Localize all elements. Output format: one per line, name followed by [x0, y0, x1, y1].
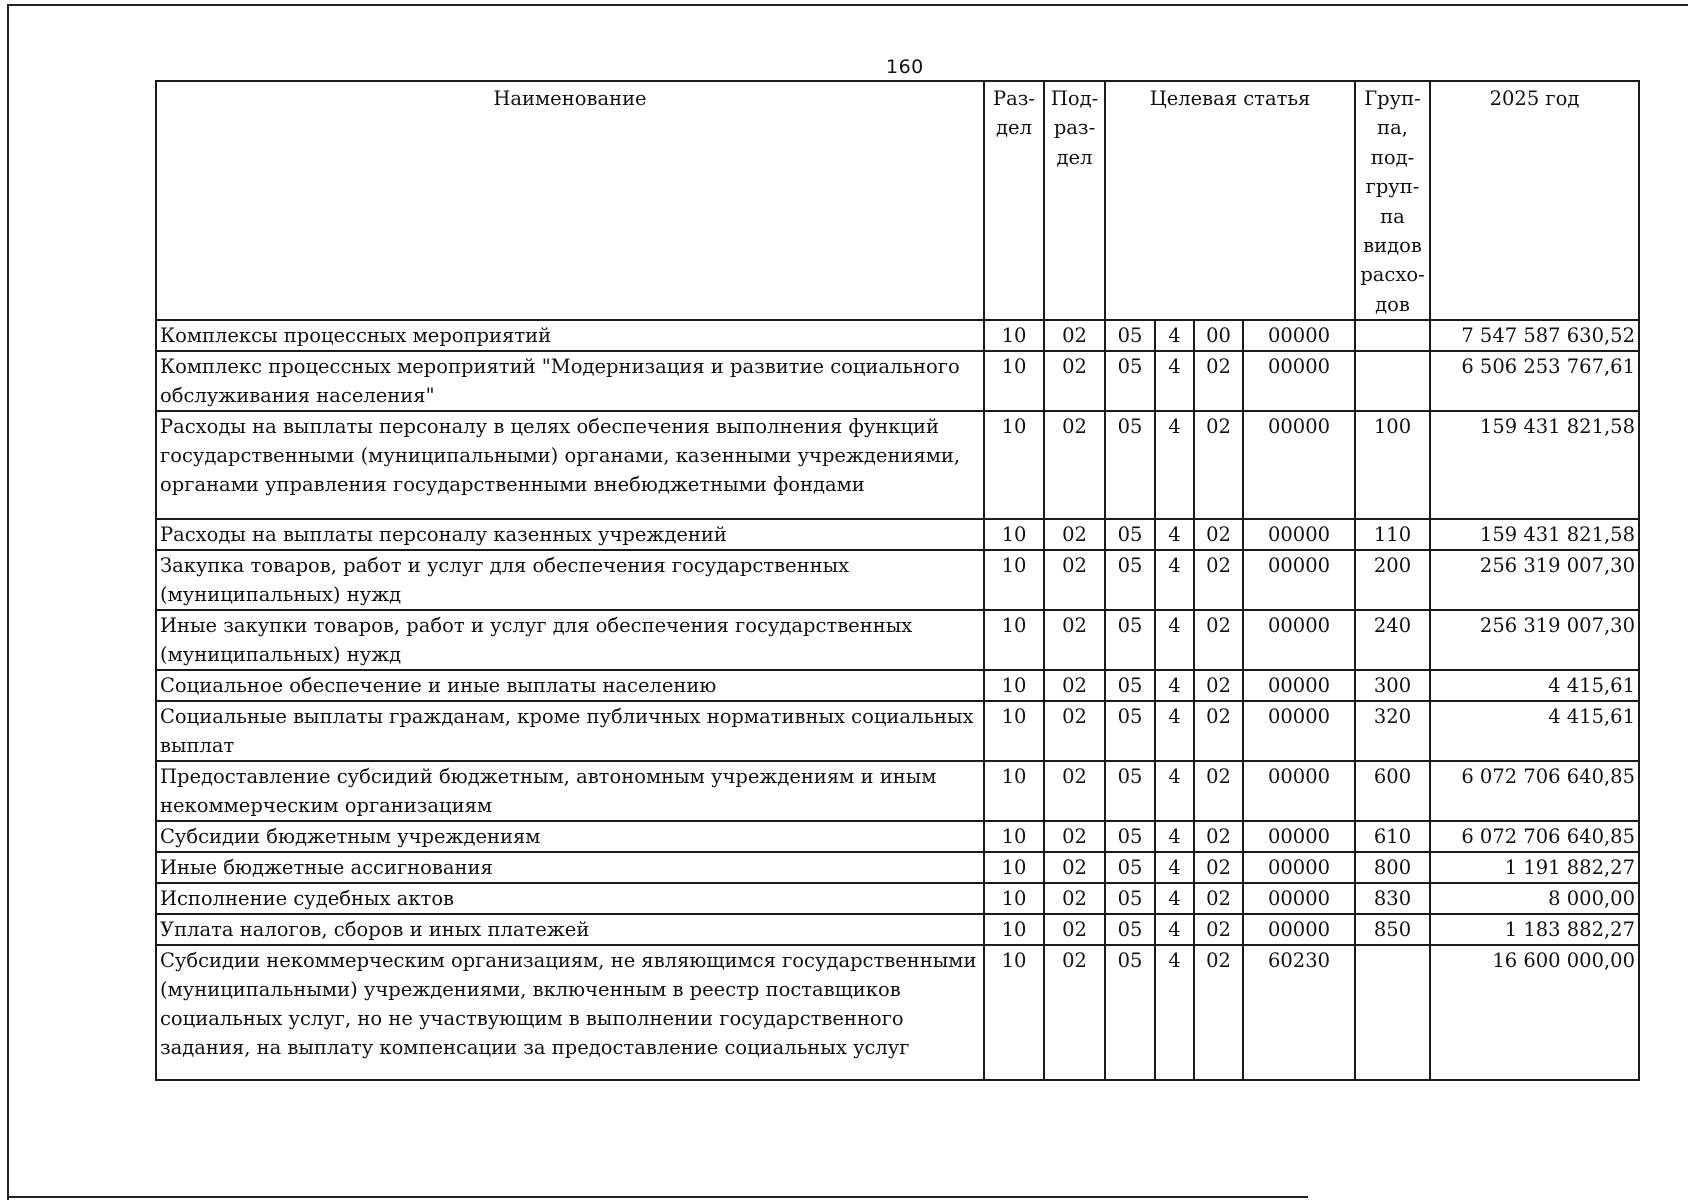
- table-row: [156, 761, 1639, 821]
- budget-table: [155, 80, 1640, 1081]
- row-target-type: 4: [1155, 821, 1194, 852]
- row-target-direction: 00000: [1243, 852, 1355, 883]
- table-row: [156, 550, 1639, 610]
- header-year: 2025 год: [1430, 81, 1639, 320]
- row-target-structure: 02: [1194, 411, 1243, 519]
- scan-border-left: [7, 4, 9, 1200]
- row-expense-group: 830: [1355, 883, 1430, 914]
- row-target-type: 4: [1155, 519, 1194, 550]
- row-subsection: 02: [1044, 914, 1105, 945]
- table-row: [156, 519, 1639, 550]
- row-name: Исполнение судебных актов: [156, 883, 984, 914]
- row-target-program: 05: [1105, 351, 1155, 411]
- row-subsection: 02: [1044, 701, 1105, 761]
- row-name: Уплата налогов, сборов и иных платежей: [156, 914, 984, 945]
- row-target-structure: 02: [1194, 852, 1243, 883]
- row-amount: 7 547 587 630,52: [1430, 320, 1639, 351]
- row-target-type: 4: [1155, 320, 1194, 351]
- row-target-program: 05: [1105, 914, 1155, 945]
- row-section: 10: [984, 610, 1044, 670]
- row-section: 10: [984, 519, 1044, 550]
- header-name: Наименование: [156, 81, 984, 320]
- row-target-program: 05: [1105, 945, 1155, 1080]
- row-expense-group: [1355, 320, 1430, 351]
- table-body: [156, 320, 1639, 1080]
- row-target-direction: 00000: [1243, 320, 1355, 351]
- row-name: Социальные выплаты гражданам, кроме публичных нормативных социальных выплат: [156, 701, 984, 761]
- row-section: 10: [984, 351, 1044, 411]
- row-target-structure: 02: [1194, 945, 1243, 1080]
- row-target-direction: 00000: [1243, 883, 1355, 914]
- row-target-type: 4: [1155, 550, 1194, 610]
- header-expense-group: Груп- па, под- груп- па видов расхо- дов: [1355, 81, 1430, 320]
- row-section: 10: [984, 883, 1044, 914]
- row-target-program: 05: [1105, 883, 1155, 914]
- row-section: 10: [984, 761, 1044, 821]
- row-subsection: 02: [1044, 852, 1105, 883]
- row-target-direction: 00000: [1243, 914, 1355, 945]
- row-target-structure: 02: [1194, 701, 1243, 761]
- row-expense-group: 610: [1355, 821, 1430, 852]
- row-target-direction: 00000: [1243, 701, 1355, 761]
- row-target-type: 4: [1155, 761, 1194, 821]
- row-expense-group: 300: [1355, 670, 1430, 701]
- row-target-direction: 00000: [1243, 670, 1355, 701]
- row-target-structure: 02: [1194, 914, 1243, 945]
- scan-border-top: [8, 4, 1688, 6]
- row-target-type: 4: [1155, 852, 1194, 883]
- row-subsection: 02: [1044, 761, 1105, 821]
- row-target-program: 05: [1105, 670, 1155, 701]
- table-row: [156, 883, 1639, 914]
- table-row: [156, 701, 1639, 761]
- page-number: 160: [886, 56, 924, 78]
- table-row: [156, 945, 1639, 1080]
- row-name: Субсидии некоммерческим организациям, не являющимся государственными (муниципальными) учреждениями, включенным в реестр поставщиков социальных услуг, но не участвующим в выполнении государственного задания, на выплату компенсации за предоставление социальных услуг: [156, 945, 984, 1080]
- row-target-type: 4: [1155, 670, 1194, 701]
- row-name: Предоставление субсидий бюджетным, автономным учреждениям и иным некоммерческим организациям: [156, 761, 984, 821]
- row-expense-group: [1355, 945, 1430, 1080]
- row-target-direction: 60230: [1243, 945, 1355, 1080]
- row-section: 10: [984, 670, 1044, 701]
- row-amount: 159 431 821,58: [1430, 411, 1639, 519]
- row-expense-group: 320: [1355, 701, 1430, 761]
- row-target-direction: 00000: [1243, 821, 1355, 852]
- row-expense-group: 850: [1355, 914, 1430, 945]
- row-name: Закупка товаров, работ и услуг для обеспечения государственных (муниципальных) нужд: [156, 550, 984, 610]
- row-section: 10: [984, 701, 1044, 761]
- row-section: 10: [984, 945, 1044, 1080]
- row-target-direction: 00000: [1243, 761, 1355, 821]
- row-amount: 6 506 253 767,61: [1430, 351, 1639, 411]
- row-amount: 4 415,61: [1430, 670, 1639, 701]
- row-target-structure: 02: [1194, 519, 1243, 550]
- row-amount: 16 600 000,00: [1430, 945, 1639, 1080]
- row-subsection: 02: [1044, 519, 1105, 550]
- row-target-program: 05: [1105, 610, 1155, 670]
- row-target-structure: 02: [1194, 550, 1243, 610]
- row-section: 10: [984, 411, 1044, 519]
- row-target-program: 05: [1105, 701, 1155, 761]
- row-expense-group: 200: [1355, 550, 1430, 610]
- row-target-structure: 02: [1194, 761, 1243, 821]
- row-amount: 1 191 882,27: [1430, 852, 1639, 883]
- table-header-row: [156, 81, 1639, 320]
- row-target-type: 4: [1155, 351, 1194, 411]
- row-amount: 256 319 007,30: [1430, 610, 1639, 670]
- row-amount: 159 431 821,58: [1430, 519, 1639, 550]
- row-section: 10: [984, 320, 1044, 351]
- row-amount: 4 415,61: [1430, 701, 1639, 761]
- row-section: 10: [984, 914, 1044, 945]
- row-name: Комплексы процессных мероприятий: [156, 320, 984, 351]
- table-row: [156, 821, 1639, 852]
- row-subsection: 02: [1044, 670, 1105, 701]
- row-subsection: 02: [1044, 550, 1105, 610]
- row-target-program: 05: [1105, 852, 1155, 883]
- row-amount: 256 319 007,30: [1430, 550, 1639, 610]
- row-target-structure: 02: [1194, 610, 1243, 670]
- row-name: Социальное обеспечение и иные выплаты населению: [156, 670, 984, 701]
- row-target-structure: 02: [1194, 670, 1243, 701]
- row-subsection: 02: [1044, 320, 1105, 351]
- row-target-program: 05: [1105, 411, 1155, 519]
- page-number-container: [210, 56, 1694, 78]
- row-name: Субсидии бюджетным учреждениям: [156, 821, 984, 852]
- row-expense-group: 110: [1355, 519, 1430, 550]
- row-target-type: 4: [1155, 883, 1194, 914]
- row-target-direction: 00000: [1243, 610, 1355, 670]
- row-target-program: 05: [1105, 550, 1155, 610]
- table-row: [156, 914, 1639, 945]
- row-target-direction: 00000: [1243, 411, 1355, 519]
- row-subsection: 02: [1044, 411, 1105, 519]
- row-target-type: 4: [1155, 701, 1194, 761]
- row-target-program: 05: [1105, 519, 1155, 550]
- row-name: Комплекс процессных мероприятий "Модернизация и развитие социального обслуживания населения": [156, 351, 984, 411]
- row-target-type: 4: [1155, 914, 1194, 945]
- row-expense-group: 800: [1355, 852, 1430, 883]
- table-row: [156, 351, 1639, 411]
- row-subsection: 02: [1044, 945, 1105, 1080]
- row-amount: 6 072 706 640,85: [1430, 761, 1639, 821]
- row-expense-group: [1355, 351, 1430, 411]
- table-row: [156, 411, 1639, 519]
- row-amount: 1 183 882,27: [1430, 914, 1639, 945]
- row-target-structure: 00: [1194, 320, 1243, 351]
- row-target-type: 4: [1155, 945, 1194, 1080]
- row-amount: 6 072 706 640,85: [1430, 821, 1639, 852]
- table-row: [156, 610, 1639, 670]
- row-name: Расходы на выплаты персоналу в целях обеспечения выполнения функций государственными (муниципальными) органами, казенными учреждениями, органами управления государственными внебюджетными фондами: [156, 411, 984, 519]
- row-expense-group: 600: [1355, 761, 1430, 821]
- table-row: [156, 670, 1639, 701]
- row-target-direction: 00000: [1243, 519, 1355, 550]
- row-target-direction: 00000: [1243, 351, 1355, 411]
- row-target-program: 05: [1105, 761, 1155, 821]
- row-expense-group: 240: [1355, 610, 1430, 670]
- row-expense-group: 100: [1355, 411, 1430, 519]
- row-subsection: 02: [1044, 821, 1105, 852]
- row-target-type: 4: [1155, 610, 1194, 670]
- row-amount: 8 000,00: [1430, 883, 1639, 914]
- row-target-structure: 02: [1194, 351, 1243, 411]
- row-subsection: 02: [1044, 351, 1105, 411]
- header-section: Раз- дел: [984, 81, 1044, 320]
- row-target-direction: 00000: [1243, 550, 1355, 610]
- table-row: [156, 852, 1639, 883]
- table-row: [156, 320, 1639, 351]
- row-name: Расходы на выплаты персоналу казенных учреждений: [156, 519, 984, 550]
- row-target-program: 05: [1105, 821, 1155, 852]
- row-target-program: 05: [1105, 320, 1155, 351]
- row-target-structure: 02: [1194, 883, 1243, 914]
- scan-border-bottom: [8, 1196, 1308, 1198]
- row-section: 10: [984, 821, 1044, 852]
- row-target-structure: 02: [1194, 821, 1243, 852]
- header-subsection: Под- раз- дел: [1044, 81, 1105, 320]
- row-section: 10: [984, 852, 1044, 883]
- row-subsection: 02: [1044, 610, 1105, 670]
- header-target-article: Целевая статья: [1105, 81, 1355, 320]
- row-name: Иные бюджетные ассигнования: [156, 852, 984, 883]
- row-target-type: 4: [1155, 411, 1194, 519]
- row-name: Иные закупки товаров, работ и услуг для обеспечения государственных (муниципальных) нужд: [156, 610, 984, 670]
- row-section: 10: [984, 550, 1044, 610]
- row-subsection: 02: [1044, 883, 1105, 914]
